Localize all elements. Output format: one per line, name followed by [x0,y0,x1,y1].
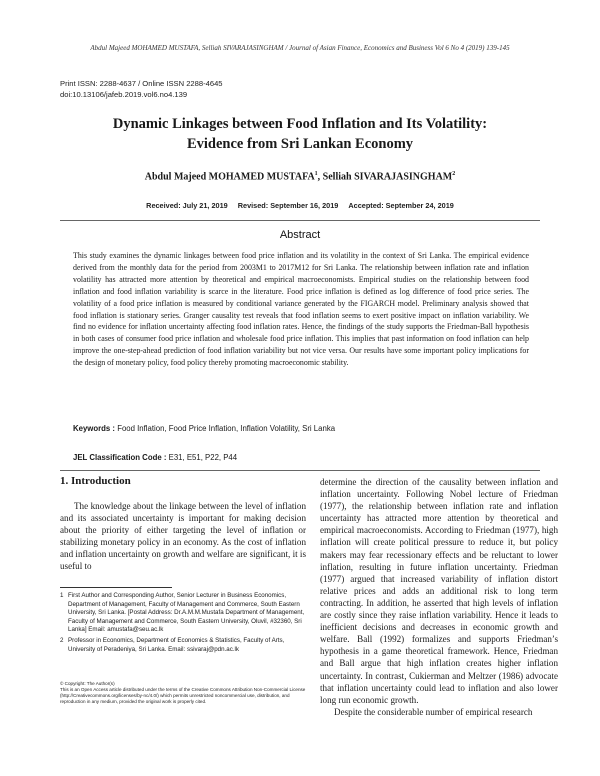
left-column [60,500,306,573]
divider-top [60,220,540,221]
intro-paragraph-continued: determine the direction of the causality between inflation and inflation uncertainty. Following Nobel lecture of Friedman (1977), the relationship between inflation rate and inflation uncertainty has attracted more attention by theoretical and empirical macroeconomists. According to Friedman (1977), high inflation will create political pressure to reduce it, but policy makers may fear recessionary effects and be reluctant to lower inflation, resulting in future inflation uncertainty. Friedman (1977) argued that increased variability of inflation distort relative prices and adds an additional risk to long term contracting. In addition, he asserted that high levels of inflation are costly since they raise inflation variability. Hence it leads to inefficient decisions and decreases in economic growth and welfare. Ball (1992) formalizes and supports Friedman’s hypothesis in a game theoretical framework. Hence, Friedman and Ball argue that high inflation creates higher inflation uncertainty. In contrast, Cukierman and Meltzer (1986) advocate that inflation uncertainty could lead to inflation and also lower long run economic growth. [320,477,558,705]
revised-date: Revised: September 16, 2019 [237,201,339,210]
accepted-date: Accepted: September 24, 2019 [348,201,454,210]
abstract-text: This study examines the dynamic linkages between food price inflation and its volatility in the context of Sri Lanka. The empirical evidence derived from the monthly data for the period from 2003M1 to 2017M12 for Sri Lanka. The relationship between inflation rate and inflation volatility has attracted more attention by theoretical and empirical macroeconomists. Empirical studies on the relationship between food inflation and food inflation variability is scarce in the literature. Food price inflation is defined as log difference of food price series. The volatility of a food price inflation is measured by conditional variance generated by the FIGARCH model. Preliminary analysis showed that food inflation is stationary series. Granger causality test reveals that food inflation seems to exert positive impact on inflation variability. We find no evidence for inflation uncertainty affecting food inflation rates. Hence, the findings of the study supports the Friedman-Ball hypothesis in both cases of consumer food price inflation and wholesale food price inflation. This implies that past information on food inflation can help improve the one-step-ahead prediction of food inflation variability but not vice versa. Our results have some important policy implications for the design of monetary policy, food policy thereby promoting macroeconomic stability. [73,251,529,368]
author-2: Selliah SIVARAJASINGHAM [322,171,453,183]
paper-title [60,114,540,154]
received-date: Received: July 21, 2019 [146,201,228,210]
author-1: Abdul Majeed MOHAMED MUSTAFA [144,171,315,183]
keywords [73,424,529,433]
license-text: This is an Open Access article distributed under the terms of the Creative Commons Attribution Non-Commercial License (http://Creativecommons.org/licenses/by-nc/4.0/) which permits unrestricted noncommercial use, distribution, and reproduction in any medium, provided the original work is properly cited. [60,687,306,705]
footnote-rule [60,587,172,588]
footnote-2-text: Professor in Economics, Department of Economics & Statistics, Faculty of Arts, University of Peradeniya, Sri Lanka. Email: ssivaraj@pdn.ac.lk [68,636,285,653]
jel-label: JEL Classification Code : [73,453,167,462]
issn-line: Print ISSN: 2288-4637 / Online ISSN 2288-4645 [60,79,223,88]
author-1-affiliation-mark: 1 [314,171,318,177]
jel-classification [73,453,529,462]
abstract-heading: Abstract [279,229,321,241]
title-line-1: Dynamic Linkages between Food Inflation and Its Volatility: [112,116,488,132]
footnote-1-text: First Author and Corresponding Author, Senior Lecturer in Business Economics, Department of Management, Faculty of Management and Commerce, South Eastern University, Sri Lanka. [Postal Address: Dr.A.M.M.Mustafa Department of Management, Faculty of Management and Commerce, South Eastern University, Oluvil, #32360, Sri Lanka] Email: amustafa@seu.ac.lk [68,592,305,634]
author-list [60,171,540,182]
keywords-value: Food Inflation, Food Price Inflation, Inflation Volatility, Sri Lanka [115,424,336,433]
intro-paragraph-2: Despite the considerable number of empirical research [334,706,533,717]
footnote-2-number: 2 [60,636,64,644]
right-column [320,476,558,718]
author-separator: , [317,171,323,183]
doi-line: doi:10.13106/jafeb.2019.vol6.no4.139 [60,90,188,99]
footnotes [60,592,306,656]
author-2-affiliation-mark: 2 [452,171,456,177]
footnote-1 [60,592,306,635]
copyright-line: © Copyright: The Author(s) [60,681,115,686]
divider-bottom [60,470,540,471]
running-head: Abdul Majeed MOHAMED MUSTAFA, Selliah SIVARAJASINGHAM / Journal of Asian Finance, Economics and Business Vol 6 No 4 (2019) 139-145 [90,44,510,52]
intro-paragraph-1: The knowledge about the linkage between the level of inflation and its associated uncertainty is important for making decision about the priority of either targeting the level of inflation or stabilizing monetary policy in an economy. As the cost of inflation and inflation uncertainty on growth and welfare are significant, it is useful to [60,501,306,572]
copyright-notice [60,681,306,705]
publication-dates [60,201,540,210]
keywords-label: Keywords : [73,424,116,433]
footnote-1-number: 1 [60,592,64,599]
section-heading-introduction: 1. Introduction [60,475,131,487]
jel-value: E31, E51, P22, P44 [166,453,238,462]
title-line-2: Evidence from Sri Lankan Economy [186,136,414,152]
issn-block [60,78,223,100]
footnote-2 [60,637,306,654]
